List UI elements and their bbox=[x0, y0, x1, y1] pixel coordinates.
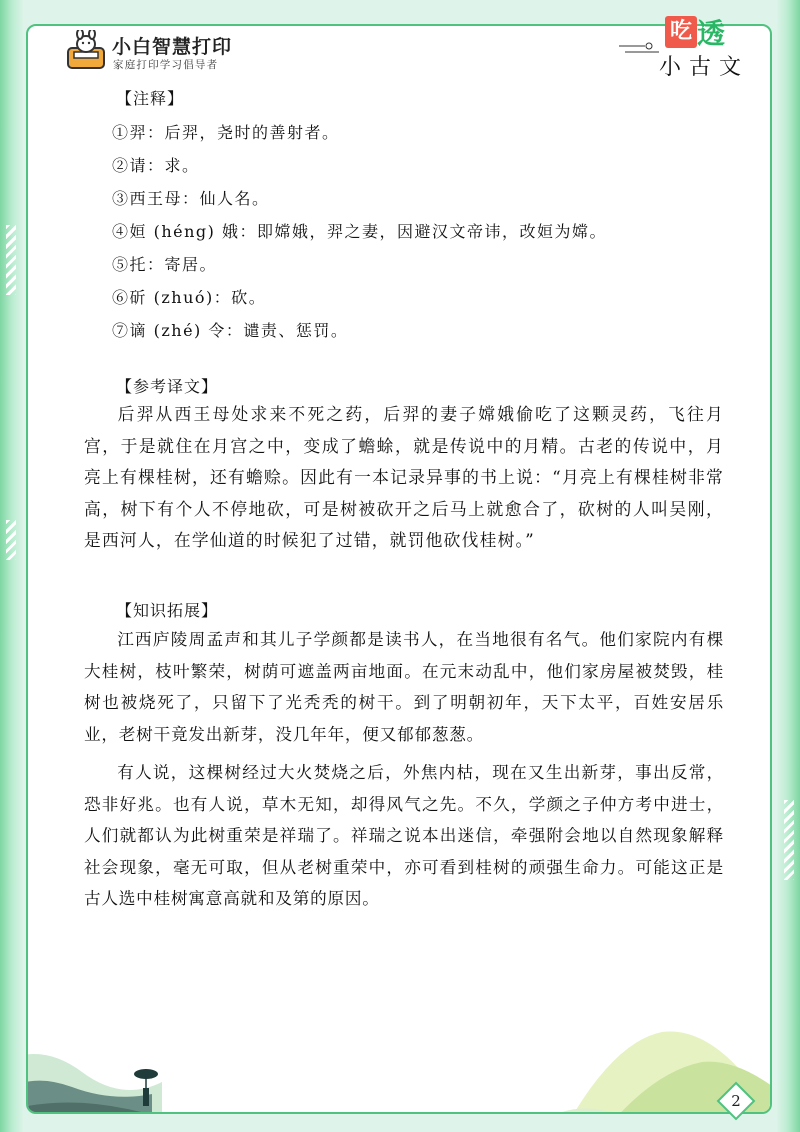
extension-heading: 【知识拓展】 bbox=[116, 601, 219, 620]
decorative-stripes bbox=[6, 225, 16, 295]
page-number: 2 bbox=[731, 1092, 741, 1110]
extension-paragraph: 江西庐陵周孟声和其儿子学颜都是读书人，在当地很有名气。他们家院内有棵大桂树，枝叶繁荣，树荫可遮盖两亩地面。在元末动乱中，他们家房屋被焚毁，桂树也被烧死了，只留下了光秃秃的树干。到了明朝初年，天下太平，百姓安居乐业，老树干竟发出新芽，没几年年，便又郁郁葱葱。 bbox=[84, 630, 724, 744]
printer-bunny-logo-icon bbox=[66, 30, 106, 70]
note-item: ⑤托：寄居。 bbox=[112, 255, 218, 274]
note-item: ②请：求。 bbox=[112, 156, 200, 175]
note-item: ⑥斫 (zhuó)：砍。 bbox=[112, 288, 267, 307]
extension-paragraph: 有人说，这棵树经过大火焚烧之后，外焦内枯，现在又生出新芽，事出反常，恐非好兆。也有人说，草木无知，却得风气之先。不久，学颜之子仲方考中进士，人们就都认为此树重荣是祥瑞了。祥瑞之说本出迷信，牵强附会地以自然现象解释社会现象，毫无可取，但从老树重荣中，亦可看到桂树的顽强生命力。可能这正是古人选中桂树寓意高就和及第的原因。 bbox=[84, 763, 724, 908]
brand-header bbox=[66, 28, 256, 76]
notes-heading: 【注释】 bbox=[116, 89, 185, 108]
badge-subtitle: 小古文 bbox=[659, 55, 750, 80]
note-item: ④姮 (héng) 娥：即嫦娥，羿之妻，因避汉文帝讳，改姮为嫦。 bbox=[112, 222, 607, 241]
translation-heading: 【参考译文】 bbox=[116, 377, 219, 396]
umbrella-figure-icon bbox=[128, 1066, 168, 1114]
note-item: ⑦谪 (zhé) 令：谴责、惩罚。 bbox=[112, 321, 349, 340]
note-item: ③西王母：仙人名。 bbox=[112, 189, 270, 208]
decorative-stripes bbox=[6, 520, 16, 560]
badge-chi: 吃 bbox=[665, 16, 697, 48]
decorative-stripes bbox=[784, 800, 794, 880]
brand-slogan: 家庭打印学习倡导者 bbox=[113, 59, 219, 71]
note-item: ①羿：后羿，尧时的善射者。 bbox=[112, 123, 340, 142]
translation-paragraph: 后羿从西王母处求来不死之药，后羿的妻子嫦娥偷吃了这颗灵药，飞往月宫，于是就住在月宫之中，变成了蟾蜍，就是传说中的月精。古老的传说中，月亮上有棵桂树，还有蟾赊。因此有一本记录异事的书上说：“月亮上有棵桂树非常高，树下有个人不停地砍，可是树被砍开之后马上就愈合了，砍树的人叫吴刚，是西河人，在学仙道的时候犯了过错，就罚他砍伐桂树。” bbox=[84, 404, 724, 550]
page-number-badge bbox=[716, 1081, 756, 1121]
brand-name: 小白智慧打印 bbox=[112, 36, 233, 58]
series-badge bbox=[615, 12, 765, 82]
badge-tou: 透 bbox=[697, 17, 726, 50]
